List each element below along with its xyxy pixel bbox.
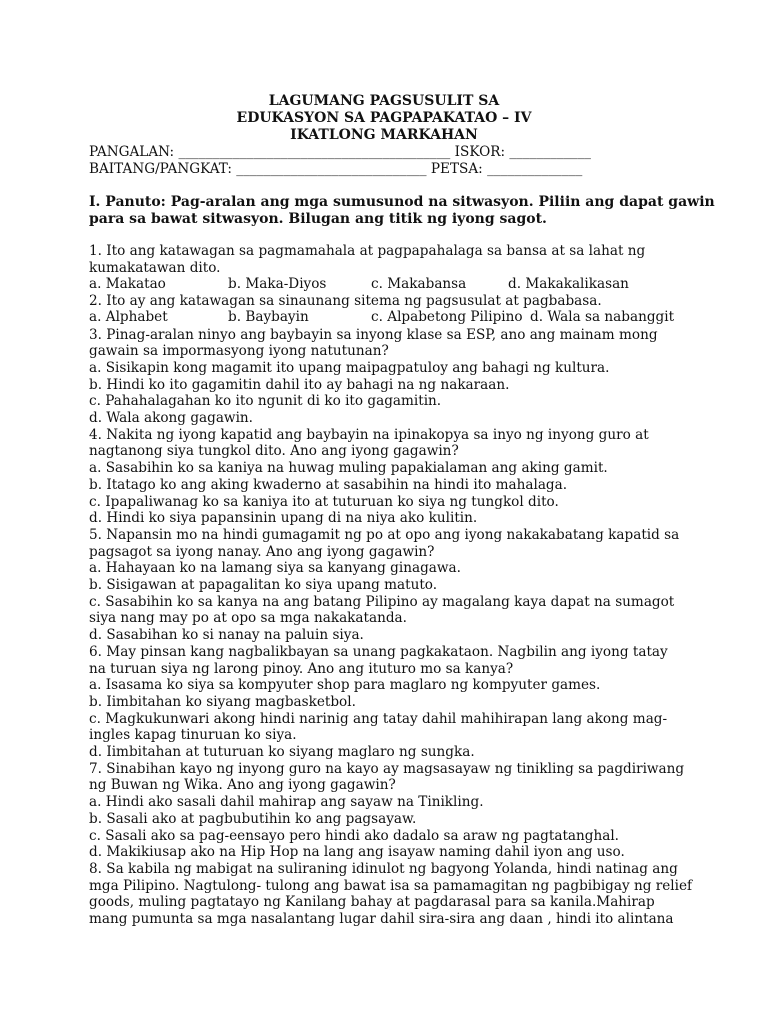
grade-date-field[interactable]: BAITANG/PANGKAT: ____________________________ PETSA: ______________ — [89, 161, 583, 177]
body-text-line[interactable]: d. Sasabihan ko si nanay na paluin siya. — [89, 627, 364, 644]
body-text-line[interactable]: b. Sisigawan at papagalitan ko siya upang matuto. — [89, 577, 438, 593]
q1-option-c[interactable]: c. Makabansa — [371, 276, 467, 292]
body-text-line: 4. Nakita ng iyong kapatid ang baybayin na ipinakopya sa inyo ng inyong guro at — [89, 426, 649, 443]
name-score-field[interactable]: PANGALAN: ________________________________________ ISKOR: ____________ — [89, 144, 591, 160]
body-text-line: 6. May pinsan kang nagbalikbayan sa unang pagkakataon. Nagbilin ang iyong tatay — [89, 643, 668, 660]
body-text-line[interactable]: a. Hahayaan ko na lamang siya sa kanyang ginagawa. — [89, 560, 461, 577]
body-text-line: goods, muling pagtatayo ng Kanilang bahay at pagdarasal para sa kanila.Mahirap — [89, 894, 655, 911]
body-text-line[interactable]: b. Itatago ko ang aking kwaderno at sasabihin na hindi ito mahalaga. — [89, 476, 568, 493]
body-text-line: pagsagot sa iyong nanay. Ano ang iyong gagawin? — [89, 543, 435, 560]
body-text-line: gawain sa impormasyong iyong natutunan? — [89, 343, 389, 360]
body-text-line[interactable]: a. Sisikapin kong magamit ito upang maipagpatuloy ang bahagi ng kultura. — [89, 359, 610, 376]
q2-option-a[interactable]: a. Alphabet — [89, 309, 168, 325]
q2-option-b[interactable]: b. Baybayin — [228, 309, 309, 325]
exam-title-line-3: IKATLONG MARKAHAN — [290, 127, 478, 143]
body-text-line[interactable]: a. Isasama ko siya sa kompyuter shop para maglaro ng kompyuter games. — [89, 677, 601, 694]
body-text-line: nagtanong siya tungkol dito. Ano ang iyong gagawin? — [89, 443, 459, 460]
body-text-line[interactable]: c. Pahahalagahan ko ito ngunit di ko ito gagamitin. — [89, 393, 442, 410]
body-text-line[interactable]: d. Iimbitahan at tuturuan ko siyang maglaro ng sungka. — [89, 744, 475, 760]
body-text-line[interactable]: c. Sasabihin ko sa kanya na ang batang Pilipino ay magalang kaya dapat na sumagot — [89, 593, 675, 610]
body-text-line[interactable]: d. Wala akong gagawin. — [89, 410, 253, 426]
instruction-line-2: para sa bawat sitwasyon. Bilugan ang titik ng iyong sagot. — [89, 211, 547, 227]
body-text-line: 5. Napansin mo na hindi gumagamit ng po at opo ang iyong nakakabatang kapatid sa — [89, 526, 680, 543]
body-text-line: siya nang may po at opo sa mga nakakatanda. — [89, 610, 407, 627]
q2-option-d[interactable]: d. Wala sa nabanggit — [530, 309, 675, 325]
body-text-line: na turuan siya ng larong pinoy. Ano ang ituturo mo sa kanya? — [89, 660, 514, 677]
instruction-line-1: I. Panuto: Pag-aralan ang mga sumusunod na sitwasyon. Piliin ang dapat gawin — [89, 194, 715, 210]
q1-option-a[interactable]: a. Makatao — [89, 276, 166, 292]
body-text-line[interactable]: b. Iimbitahan ko siyang magbasketbol. — [89, 693, 356, 710]
body-text-line: kumakatawan dito. — [89, 259, 221, 276]
body-text-line[interactable]: c. Sasali ako sa pag-eensayo pero hindi ako dadalo sa araw ng pagtatanghal. — [89, 827, 619, 844]
body-text-line: mga Pilipino. Nagtulong- tulong ang bawat isa sa pamamagitan ng pagbibigay ng relief — [89, 877, 693, 894]
body-text-line[interactable]: b. Sasali ako at pagbubutihin ko ang pagsayaw. — [89, 810, 417, 827]
body-text-line[interactable]: a. Sasabihin ko sa kaniya na huwag muling papakialaman ang aking gamit. — [89, 460, 608, 477]
body-text-line: mang pumunta sa mga nasalantang lugar dahil sira-sira ang daan , hindi ito alintana — [89, 911, 674, 927]
body-text-line[interactable]: c. Ipapaliwanag ko sa kaniya ito at tuturuan ko siya ng tungkol dito. — [89, 493, 559, 510]
exam-title-line-1: LAGUMANG PAGSUSULIT SA — [268, 93, 500, 109]
q1-option-d[interactable]: d. Makakalikasan — [508, 276, 629, 292]
body-text-line: 2. Ito ay ang katawagan sa sinaunang sitema ng pagsusulat at pagbabasa. — [89, 293, 602, 310]
body-text-line[interactable]: c. Magkukunwari akong hindi narinig ang tatay dahil mahihirapan lang akong mag- — [89, 710, 668, 727]
body-text-line: ingles kapag tinuruan ko siya. — [89, 727, 297, 744]
body-text-line: ng Buwan ng Wika. Ano ang iyong gagawin? — [89, 777, 396, 794]
q1-option-b[interactable]: b. Maka-Diyos — [228, 276, 327, 292]
q2-option-c[interactable]: c. Alpabetong Pilipino — [371, 309, 523, 325]
body-text-line[interactable]: b. Hindi ko ito gagamitin dahil ito ay bahagi na ng nakaraan. — [89, 376, 510, 393]
body-text-line[interactable]: d. Makikiusap ako na Hip Hop na lang ang isayaw naming dahil iyon ang uso. — [89, 844, 625, 861]
body-text-line: 1. Ito ang katawagan sa pagmamahala at pagpapahalaga sa bansa at sa lahat ng — [89, 243, 646, 259]
body-text-line: 3. Pinag-aralan ninyo ang baybayin sa inyong klase sa ESP, ano ang mainam mong — [89, 326, 658, 343]
body-text-line[interactable]: d. Hindi ko siya papansinin upang di na niya ako kulitin. — [89, 510, 478, 527]
body-text-line[interactable]: a. Hindi ako sasali dahil mahirap ang sayaw na Tinikling. — [89, 794, 484, 811]
body-text-line: 7. Sinabihan kayo ng inyong guro na kayo ay magsasayaw ng tinikling sa pagdiriwang — [89, 760, 685, 777]
exam-title-line-2: EDUKASYON SA PAGPAPAKATAO – IV — [236, 110, 532, 126]
body-text-line: 8. Sa kabila ng mabigat na suliraning idinulot ng bagyong Yolanda, hindi natinag ang — [89, 860, 678, 877]
